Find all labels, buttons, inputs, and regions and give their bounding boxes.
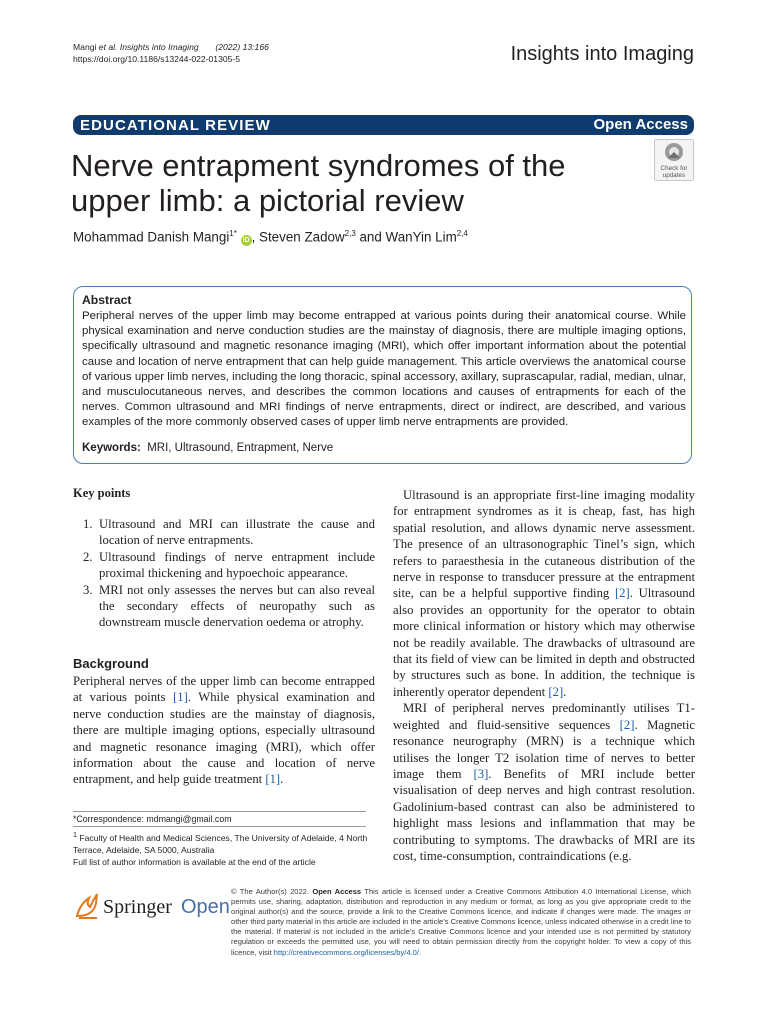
right-column — [393, 487, 695, 864]
list-number: 3. — [83, 582, 93, 597]
updates-line2: updates — [662, 172, 686, 179]
publisher-name: Springer — [103, 896, 172, 918]
list-number: 2. — [83, 549, 93, 564]
text-run: © The Author(s) 2022. — [231, 887, 313, 896]
reference-link[interactable]: [1] — [265, 772, 281, 787]
keywords-list: MRI, Ultrasound, Entrapment, Nerve — [147, 442, 334, 454]
list-item — [79, 582, 375, 631]
text-run: Peripheral nerves of the upper limb can become entrapped at various points — [73, 674, 375, 705]
check-for-updates-icon — [654, 139, 694, 181]
springer-horse-icon — [73, 888, 230, 922]
license-link[interactable]: http://creativecommons.org/licenses/by/4.0/ — [273, 947, 419, 957]
orcid-icon[interactable]: iD — [242, 237, 250, 245]
citation-header — [73, 41, 269, 65]
reference-link[interactable]: [2] — [619, 717, 635, 732]
citation-authors: Mangi — [73, 42, 99, 52]
text-run: . Ultrasound also provides an opportunity for the operator to obtain more clinical information or history which may otherwise not be readily available. The drawbacks of ultrasound are that its field of view can be limited in depth and obstructed by structures such as bone. In addition, the technique is inherently operator dependent — [393, 586, 695, 699]
publisher-suffix: Open — [181, 896, 230, 918]
keywords — [82, 442, 333, 454]
background-paragraph — [73, 673, 375, 788]
text-run: . — [418, 947, 422, 957]
key-points-list — [79, 516, 375, 631]
affiliation-footnote — [73, 829, 373, 868]
keywords-label: Keywords: — [82, 442, 141, 454]
open-access-bold: Open Access — [312, 887, 362, 896]
reference-link[interactable]: [3] — [473, 766, 489, 781]
list-number: 1. — [83, 517, 93, 531]
updates-line1: Check for — [660, 165, 688, 172]
full-list-note: Full list of author information is available at the end of the article — [73, 856, 316, 867]
list-item — [79, 516, 375, 549]
check-for-updates-badge[interactable] — [654, 139, 694, 181]
paragraph — [393, 700, 695, 864]
text-run: . Benefits of MRI include better visualisation of deep nerves and high contrast resolution. Gadolinium-based contrast can also be administered to highlight mass lesions and inflammation that may be contributing to symptoms. The drawbacks of MRI are its cost, time-consumption, contraindications (e.g. — [393, 766, 695, 863]
author-3-affiliation: 2,4 — [456, 229, 468, 238]
text-run: Ultrasound is an appropriate first-line imaging modality for entrapment syndromes as it is cheap, fast, has high spatial resolution, and allows dynamic nerve assessment. The presence of an ultrasonographic Tinel’s sign, which refers to paraesthesia in the cutaneous distribution of the nerve in response to transducer pressure at the entrapment site, can be a helpful supportive finding — [393, 488, 695, 601]
author-list — [73, 229, 468, 246]
license-text — [231, 887, 691, 958]
correspondence-footnote[interactable]: *Correspondence: mdmangi@gmail.com — [73, 814, 232, 824]
article-type-label: EDUCATIONAL REVIEW — [80, 117, 271, 134]
journal-name: Insights into Imaging — [510, 43, 694, 65]
springer-open-logo[interactable] — [73, 888, 230, 922]
author-2-affiliation: 2,3 — [344, 229, 356, 238]
footnote-divider — [73, 811, 366, 812]
article-title: Nerve entrapment syndromes of the upper limb: a pictorial review — [71, 148, 566, 218]
author-1-affiliation: 1* — [229, 229, 237, 238]
citation-journal: et al. Insights into Imaging — [98, 42, 199, 52]
text-run: This article is licensed under a Creative Commons Attribution 4.0 International License, which permits use, sharing, adaptation, distribution and reproduction in any medium or format, as long as you give appropriate credit to the original author(s) and the source, provide a link to the Creative Commons licence, and indicate if changes were made. The images or other third party material in this article are included in the article’s Creative Commons licence, unless indicated otherwise in a credit line to the material. If material is not included in the article’s Creative Commons licence and your intended use is not permitted by statutory regulation or exceeds the permitted use, you will need to obtain permission directly from the copyright holder. To view a copy of this licence, visit — [231, 887, 691, 957]
text-run: . While physical examination and nerve conduction studies are the mainstay of diagnosis, there are multiple imaging options, especially ultrasound and magnetic resonance imaging (MRI), which offer information about the cause and location of nerve entrapment, and help guide treatment — [73, 690, 375, 787]
reference-link[interactable]: [1] — [173, 690, 188, 705]
abstract-heading: Abstract — [82, 293, 132, 307]
author-1[interactable]: Mohammad Danish Mangi — [73, 229, 230, 245]
affiliation-number: 1 — [73, 831, 77, 839]
list-text: MRI not only assesses the nerves but can also reveal the secondary effects of neuropathy such as downstream muscle denervation oedema or atrophy. — [99, 582, 375, 630]
footnote-divider — [73, 826, 366, 827]
text-run: . — [563, 684, 567, 699]
reference-link[interactable]: [2] — [548, 684, 564, 699]
citation-year: (2022) 13:166 — [215, 42, 269, 52]
author-3[interactable]: and WanYin Lim — [355, 229, 457, 245]
author-2[interactable]: , Steven Zadow — [251, 229, 345, 245]
key-points-heading: Key points — [73, 486, 131, 500]
open-access-label: Open Access — [593, 116, 688, 133]
list-text: Ultrasound and MRI can illustrate the cause and location of nerve entrapments. — [99, 517, 375, 548]
text-run: . Magnetic resonance neurography (MRN) is a technique which utilises the longer T2 isolation time of nerves to better image them — [393, 717, 695, 781]
reference-link[interactable]: [2] — [614, 586, 630, 601]
paragraph — [393, 487, 695, 700]
list-text: Ultrasound findings of nerve entrapment include proximal thickening and hypoechoic appearance. — [99, 549, 375, 581]
background-heading: Background — [73, 656, 149, 671]
abstract-body: Peripheral nerves of the upper limb may become entrapped at various points during their anatomical course. While physical examination and nerve conduction studies are the mainstay of diagnosis, there are multiple imaging options, specifically ultrasound and magnetic resonance imaging (MRI), which offer important information about the potential cause and location of nerve entrapment that can help guide management. This article overviews the anatomical course of various upper limb nerves, including the long thoracic, spinal accessory, axillary, suprascapular, radial, median, ulnar, and musculocutaneous nerves, and describes the common locations and causes of entrapments for each of the nerves. Common ultrasound and MRI findings of nerve entrapments, direct or indirect, are described, and various examples of the more commonly observed cases of upper limb nerve entrapments are provided. — [82, 310, 686, 429]
text-run: MRI of peripheral nerves predominantly utilises T1-weighted and fluid-sensitive sequences — [393, 701, 695, 732]
affiliation-text: Faculty of Health and Medical Sciences, The University of Adelaide, 4 North Terrace, Adelaide, SA 5000, Australia — [73, 832, 368, 855]
text-run: . — [280, 772, 284, 787]
list-item — [79, 549, 375, 582]
doi-link[interactable]: https://doi.org/10.1186/s13244-022-01305-5 — [73, 54, 241, 64]
